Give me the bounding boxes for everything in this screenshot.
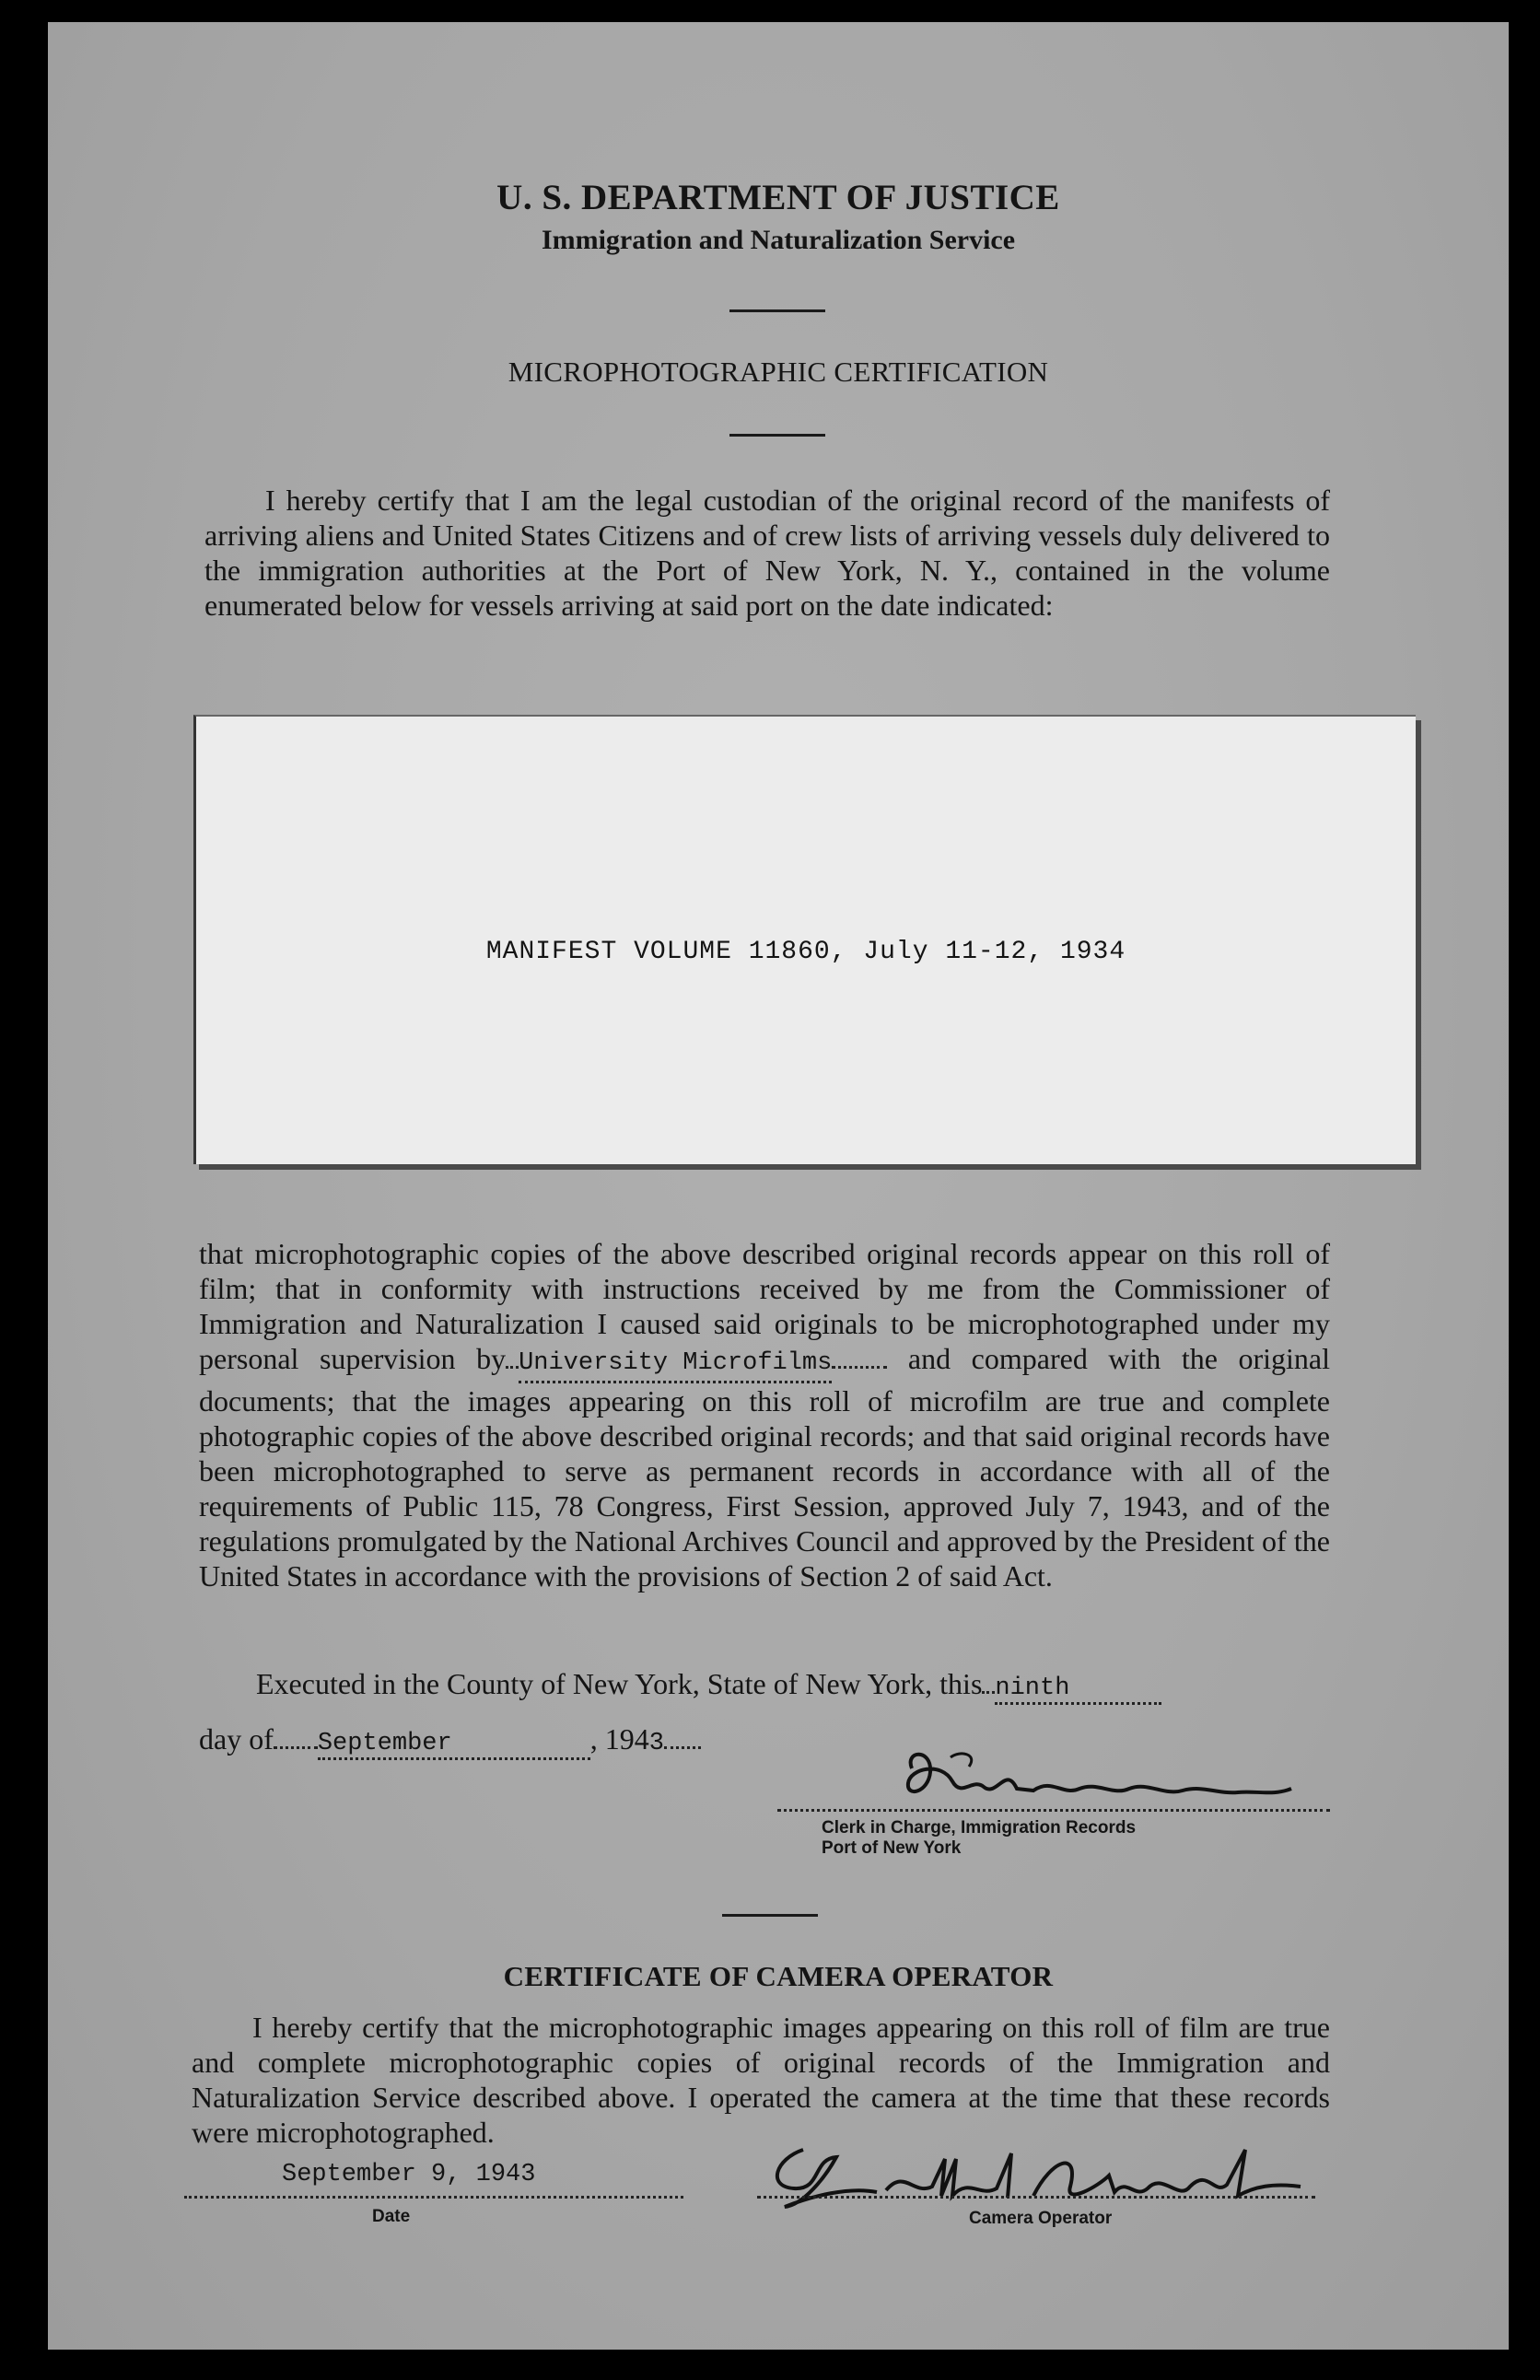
execution-line xyxy=(256,1667,1161,1705)
custodian-paragraph: I hereby certify that I am the legal custodian of the original record of the manifests of arriving aliens and United States Citizens and of crew lists of arriving vessels duly delivered to the immigration authorities at the Port of New York, N. Y., contained in the volume enumerated below for vessels arriving at said port on the date indicated: xyxy=(204,484,1330,622)
service-subheading: Immigration and Naturalization Service xyxy=(541,225,1016,255)
execution-prefix: Executed in the County of New York, State of New York, this xyxy=(256,1667,983,1700)
camera-operator-signature-line xyxy=(757,2196,1315,2199)
manifest-volume-text: MANIFEST VOLUME 11860, July 11-12, 1934 xyxy=(485,938,1126,966)
clerk-signature-line xyxy=(777,1809,1330,1812)
execution-month: September xyxy=(318,1730,590,1760)
divider xyxy=(729,309,825,312)
day-of-label: day of xyxy=(199,1722,274,1756)
certification-title: MICROPHOTOGRAPHIC CERTIFICATION xyxy=(508,356,1049,388)
paragraph-text-after: and compared with the original documents; that the images appearing on this roll of microfilm are true and complete photographic copies of the above described original records; and that said original records have been microphotographed to serve as permanent records in accordance with all of the requirements of Public 115, 78 Congress, First Session, approved July 7, 1943, and of the regulations promulgated by the National Archives Council and approved by the President of the United States in accordance with the provisions of Section 2 of said Act. xyxy=(199,1342,1331,1592)
microphotograph-paragraph xyxy=(199,1236,1330,1593)
company-name: University Microfilms xyxy=(519,1346,832,1383)
certificate-page xyxy=(48,22,1509,2350)
execution-day: ninth xyxy=(995,1674,1161,1705)
camera-certificate-title: CERTIFICATE OF CAMERA OPERATOR xyxy=(503,1960,1054,1992)
divider xyxy=(722,1914,818,1917)
certificate-date-value: September 9, 1943 xyxy=(282,2161,536,2188)
clerk-signature xyxy=(895,1741,1301,1814)
manifest-label-card xyxy=(193,715,1416,1164)
year-suffix: 3 xyxy=(648,1730,664,1757)
paragraph-text-before: that microphotographic copies of the above described original records appear on this roll of film; that in conformity with instructions received by me from the Commissioner of Immigration and Naturalization I caused said originals to be microphotographed under my personal supervision by xyxy=(199,1237,1330,1375)
clerk-title: Clerk in Charge, Immigration Records xyxy=(822,1818,1137,1838)
camera-operator-paragraph: I hereby certify that the microphotographic images appearing on this roll of film are true and complete microphotographic copies of original records of the Immigration and Naturalization Service described above. I operated the camera at the time that these records were microphotographed. xyxy=(192,2011,1330,2149)
divider xyxy=(729,434,825,437)
clerk-location: Port of New York xyxy=(822,1838,962,1858)
camera-operator-label: Camera Operator xyxy=(969,2209,1113,2228)
year-prefix: , 194 xyxy=(589,1722,649,1756)
date-label: Date xyxy=(372,2207,411,2226)
department-heading: U. S. DEPARTMENT OF JUSTICE xyxy=(496,178,1060,217)
date-signature-line xyxy=(184,2196,683,2199)
date-line xyxy=(199,1722,701,1760)
